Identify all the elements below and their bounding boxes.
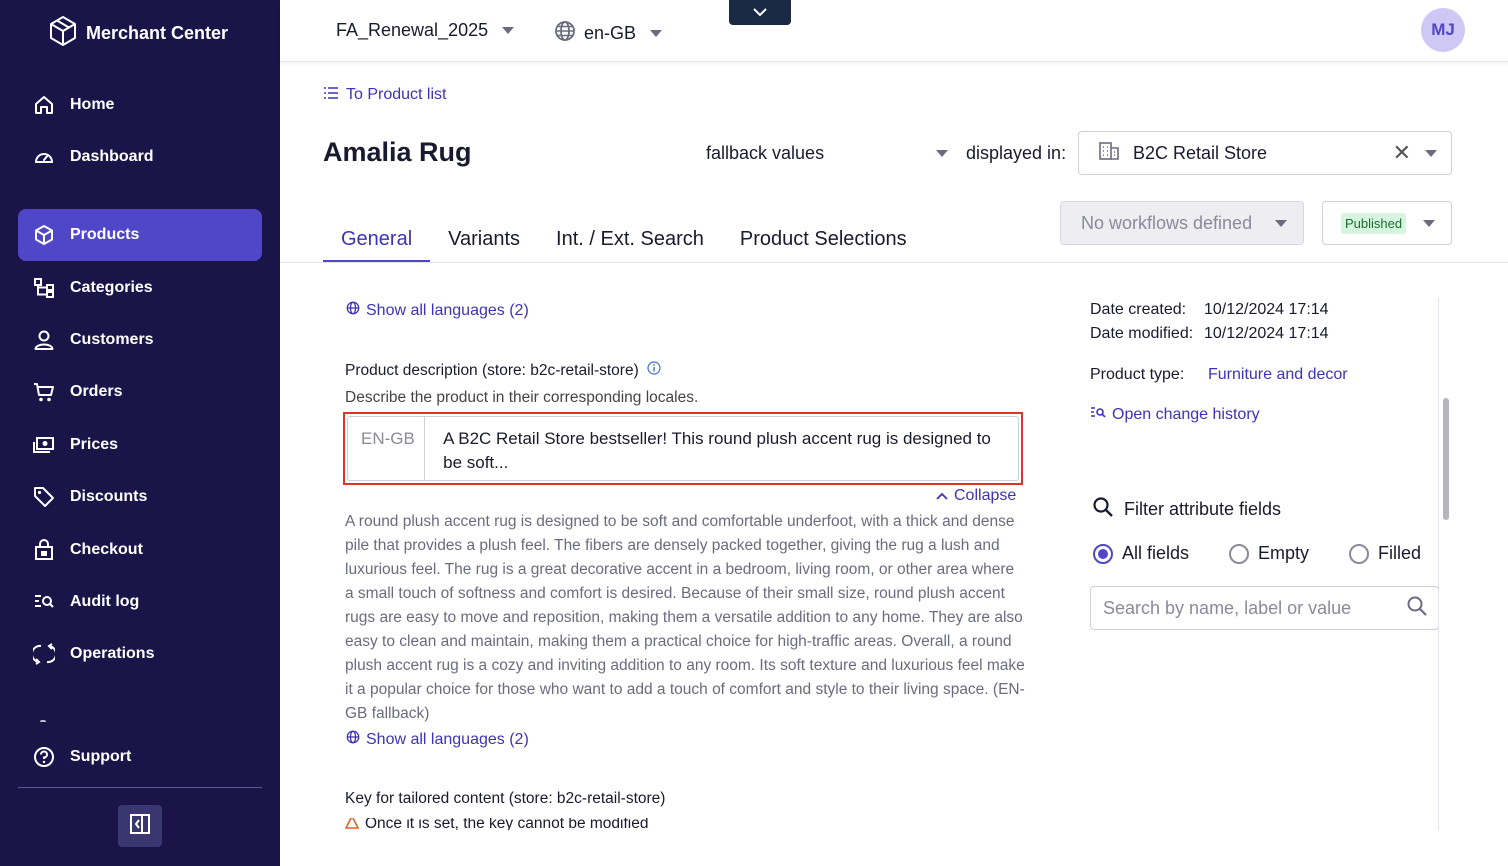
search-icon [1092, 496, 1114, 523]
description-input-highlight [343, 412, 1023, 485]
sidebar-item-label: Categories [70, 279, 153, 296]
chevron-down-icon [502, 27, 514, 34]
sidebar-item-support[interactable] [18, 731, 262, 783]
gauge-icon [32, 145, 56, 169]
date-created-value: 10/12/2024 17:14 [1204, 301, 1329, 318]
radio-checked-icon [1093, 544, 1113, 564]
cart-icon [32, 380, 56, 404]
tab-search[interactable]: Int. / Ext. Search [556, 228, 704, 250]
sidebar-item-label: Discounts [70, 488, 148, 505]
locale-value: en-GB [584, 23, 637, 43]
tab-general[interactable]: General [323, 218, 430, 263]
sidebar-item-operations[interactable] [18, 628, 262, 680]
radio-label: Filled [1378, 543, 1422, 563]
chevron-down-icon [936, 150, 948, 157]
date-modified [1090, 325, 1329, 343]
radio-label: Empty [1258, 543, 1310, 563]
workflow-label: No workflows defined [1081, 212, 1253, 233]
sidebar-item-label: Audit log [70, 593, 140, 610]
date-created-label: Date created: [1090, 301, 1187, 318]
workflow-select [1060, 201, 1304, 245]
attribute-search-input[interactable] [1103, 598, 1406, 619]
chevron-down-icon [1423, 220, 1435, 227]
brand[interactable] [50, 16, 228, 51]
sidebar-item-label: Home [70, 96, 115, 113]
store-select[interactable] [1078, 131, 1452, 175]
sidebar-item-categories[interactable] [18, 262, 262, 314]
radio-unchecked-icon [1229, 544, 1249, 564]
collapse-label: Collapse [954, 487, 1017, 504]
tab-variants[interactable]: Variants [448, 228, 521, 250]
collapse-link[interactable] [936, 487, 1016, 505]
help-circle-icon [32, 745, 56, 769]
expand-panel-toggle[interactable] [729, 0, 791, 25]
sidebar-collapse-icon [129, 813, 151, 840]
radio-filled[interactable] [1349, 543, 1421, 564]
product-type-label: Product type: [1090, 366, 1185, 383]
globe-icon [346, 301, 360, 320]
description-locale: EN-GB [348, 417, 425, 480]
user-avatar[interactable]: MJ [1421, 8, 1465, 52]
radio-empty[interactable] [1229, 543, 1309, 564]
side-panel-scrollbar[interactable] [1438, 298, 1452, 830]
status-badge: Published [1341, 213, 1406, 234]
description-input[interactable] [347, 416, 1019, 481]
fallback-select-value: fallback values [706, 143, 825, 163]
sidebar-item-prices[interactable] [18, 419, 262, 471]
chevron-down-icon [752, 4, 768, 22]
description-value[interactable]: A B2C Retail Store bestseller! This round plush accent rug is designed to be soft... [443, 429, 991, 472]
search-icon[interactable] [1406, 595, 1428, 622]
globe-icon [346, 730, 360, 749]
top-bar [280, 0, 1508, 62]
chevron-down-icon [650, 30, 662, 37]
sidebar-item-audit-log[interactable] [18, 576, 262, 628]
sidebar-item-label: Checkout [70, 541, 143, 558]
clear-icon[interactable]: ✕ [1392, 140, 1411, 165]
filter-title-text: Filter attribute fields [1124, 499, 1282, 519]
chevron-down-icon[interactable] [1425, 150, 1437, 157]
sidebar-item-label: Customers [70, 331, 154, 348]
show-all-languages-link[interactable] [346, 301, 529, 320]
home-icon [32, 93, 56, 117]
description-field-label [345, 361, 661, 380]
sidebar-item-label: Orders [70, 383, 123, 400]
brand-name: Merchant Center [86, 23, 229, 43]
description-fallback-text: A round plush accent rug is designed to be soft and comfortable underfoot, with a thick and dense pile that provides a plush feel. The fibers are densely packed together, giving the rug a lush and luxurious feel. The rug is a great decorative accent in a bedroom, living room, or other area where a small touch of softness and comfort is desired. Because of their small size, round plush accent rugs are easy to move and reposition, making them a versatile addition to any home. They are also easy to clean and maintain, making them a practical choice for high-traffic areas. Overall, a round plush accent rug is a cozy and inviting addition to any room. Its soft texture and luxurious feel make it a popular choice for those who want to add a touch of comfort and style to their living space. (EN-GB fallback) [345, 513, 1025, 722]
hierarchy-icon [32, 276, 56, 300]
fallback-values-select[interactable] [706, 143, 948, 164]
tag-icon [32, 485, 56, 509]
cube-icon [32, 223, 56, 247]
date-created [1090, 301, 1329, 319]
tab-product-selections[interactable]: Product Selections [739, 228, 907, 250]
sidebar-item-customers[interactable] [18, 314, 262, 366]
show-all-languages-link[interactable] [346, 730, 529, 749]
merchant-center-logo-icon [50, 16, 76, 51]
product-tabs [323, 218, 925, 263]
list-search-icon [32, 590, 56, 614]
tabs-divider [280, 262, 1508, 263]
filter-attribute-title [1092, 496, 1281, 523]
product-type [1090, 366, 1348, 384]
sidebar-item-discounts[interactable] [18, 471, 262, 523]
attribute-search [1090, 586, 1439, 630]
sidebar-item-checkout[interactable] [18, 524, 262, 576]
scrollbar-thumb[interactable] [1443, 398, 1449, 520]
description-hint: Describe the product in their corresponding locales. [345, 389, 699, 406]
bag-lock-icon [32, 538, 56, 562]
radio-unchecked-icon [1349, 544, 1369, 564]
sidebar-item-label: Products [70, 226, 140, 243]
date-modified-label: Date modified: [1090, 325, 1194, 342]
money-icon [32, 433, 56, 457]
key-field-label: Key for tailored content (store: b2c-retail-store) [345, 790, 666, 807]
locale-switcher[interactable] [554, 20, 662, 47]
date-modified-value: 10/12/2024 17:14 [1204, 325, 1329, 342]
sidebar-item-dashboard[interactable] [18, 131, 262, 183]
show-languages-label: Show all languages (2) [366, 301, 529, 319]
project-name: FA_Renewal_2025 [336, 20, 489, 40]
project-switcher[interactable] [336, 20, 514, 41]
list-icon [324, 86, 338, 104]
product-type-link[interactable]: Furniture and decor [1208, 366, 1348, 383]
radio-all-fields[interactable] [1093, 543, 1189, 564]
sidebar-item-label: Prices [70, 436, 119, 453]
sidebar-item-orders[interactable] [18, 366, 262, 418]
sidebar-item-label: Support [70, 748, 132, 765]
sidebar-scroll-hint [40, 720, 46, 724]
collapse-sidebar-button[interactable] [118, 805, 162, 847]
building-icon [1099, 142, 1119, 165]
sync-icon [32, 642, 56, 666]
globe-icon [554, 20, 576, 47]
key-warning-text: Once it is set, the key cannot be modified [365, 818, 649, 830]
chevron-down-icon [1275, 220, 1287, 227]
key-warning [345, 818, 648, 830]
store-select-value: B2C Retail Store [1133, 142, 1268, 163]
radio-label: All fields [1122, 543, 1190, 563]
back-link-label: To Product list [346, 86, 447, 103]
status-select[interactable] [1322, 201, 1452, 245]
page-title: Amalia Rug [323, 137, 472, 167]
sidebar-item-label: Dashboard [70, 148, 154, 165]
history-link-label: Open change history [1112, 405, 1260, 423]
sidebar-item-products[interactable] [18, 209, 262, 261]
sidebar-item-home[interactable] [18, 79, 262, 131]
warning-icon [345, 818, 359, 830]
history-search-icon [1090, 405, 1106, 424]
show-languages-label: Show all languages (2) [366, 730, 529, 748]
info-icon[interactable] [647, 361, 661, 380]
user-icon [32, 328, 56, 352]
displayed-in-label: displayed in: [966, 143, 1067, 163]
chevron-up-icon [936, 487, 948, 505]
open-change-history-link[interactable] [1090, 405, 1260, 424]
description-label-text: Product description (store: b2c-retail-store) [345, 361, 639, 379]
sidebar [0, 0, 280, 866]
filter-radio-group [1093, 543, 1421, 564]
sidebar-divider [18, 787, 262, 788]
sidebar-item-label: Operations [70, 645, 155, 662]
back-to-product-list-link[interactable] [324, 86, 446, 104]
